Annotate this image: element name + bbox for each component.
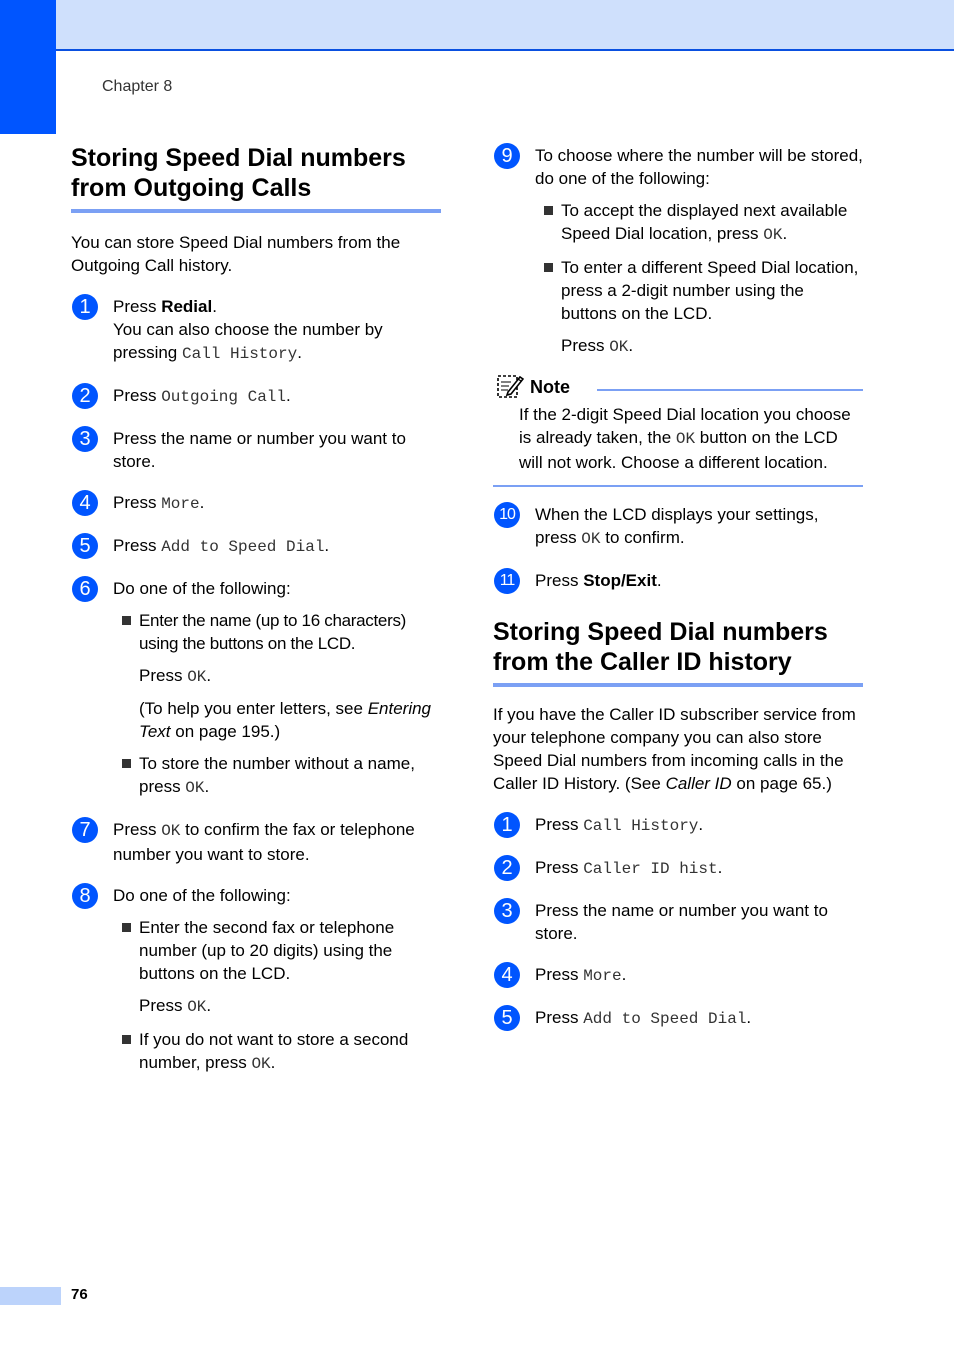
stop-exit-key: Stop/Exit bbox=[583, 571, 657, 590]
step-number-4: 4 bbox=[72, 490, 98, 516]
step-3: 3 Press the name or number you want to store. bbox=[71, 427, 441, 473]
redial-key: Redial bbox=[161, 297, 213, 316]
step-7: 7 Press OK to confirm the fax or telephone number you want to store. bbox=[71, 818, 441, 866]
bullet-square-icon bbox=[544, 263, 553, 272]
step-3: 3 Press the name or number you want to store. bbox=[493, 899, 863, 945]
step-number-3: 3 bbox=[494, 898, 520, 924]
step-2: 2 Press Outgoing Call. bbox=[71, 384, 441, 409]
lcd-label: Call History bbox=[181, 345, 298, 363]
section-intro: You can store Speed Dial numbers from the Outgoing Call history. bbox=[71, 233, 401, 275]
press-ok-line: Press OK. bbox=[561, 336, 634, 356]
step-number-2: 2 bbox=[494, 855, 520, 881]
step-5: 5 Press Add to Speed Dial. bbox=[493, 1006, 863, 1031]
step-number-11: 11 bbox=[494, 568, 520, 594]
section-title: Storing Speed Dial numbers from Outgoing Calls bbox=[71, 143, 441, 213]
bullet-item: To enter a different Speed Dial location, press a 2-digit number using the buttons on the LCD. bbox=[535, 256, 863, 325]
press-ok-line: Press OK. bbox=[139, 996, 212, 1016]
step-1: 1 Press Redial. You can also choose the number by pressing Call History. bbox=[71, 295, 441, 366]
step-4: 4 Press More. bbox=[493, 963, 863, 988]
cross-reference: Entering Text bbox=[139, 699, 432, 741]
note-label: Note bbox=[530, 377, 570, 397]
section-title: Storing Speed Dial numbers from the Caller ID history bbox=[493, 617, 863, 687]
bullet-square-icon bbox=[122, 616, 131, 625]
bullet-square-icon bbox=[122, 1035, 131, 1044]
footer-band bbox=[0, 1287, 61, 1305]
chapter-tab bbox=[0, 0, 56, 134]
step-number-5: 5 bbox=[72, 533, 98, 559]
bullet-item: To accept the displayed next available Speed Dial location, press OK. bbox=[535, 199, 863, 247]
step-number-4: 4 bbox=[494, 962, 520, 988]
step-number-8: 8 bbox=[72, 883, 98, 909]
step-number-1: 1 bbox=[494, 812, 520, 838]
bullet-item: To store the number without a name, press OK. bbox=[113, 752, 441, 800]
lcd-label: Add to Speed Dial bbox=[161, 538, 325, 556]
press-ok-line: Press OK. bbox=[139, 666, 212, 686]
bullet-square-icon bbox=[122, 759, 131, 768]
step-number-3: 3 bbox=[72, 426, 98, 452]
step-number-2: 2 bbox=[72, 383, 98, 409]
step-4: 4 Press More. bbox=[71, 491, 441, 516]
note-box bbox=[493, 373, 863, 487]
right-column bbox=[493, 141, 863, 1031]
note-pencil-icon bbox=[496, 373, 524, 399]
lcd-label: More bbox=[161, 495, 200, 513]
bullet-square-icon bbox=[544, 206, 553, 215]
left-column bbox=[71, 143, 441, 1076]
step-5: 5 Press Add to Speed Dial. bbox=[71, 534, 441, 559]
help-note: (To help you enter letters, see Entering Text on page 195.) bbox=[139, 699, 432, 741]
bullet-square-icon bbox=[122, 923, 131, 932]
lcd-label: Outgoing Call bbox=[161, 388, 287, 406]
step-10: 10 When the LCD displays your settings, press OK to confirm. bbox=[493, 503, 863, 551]
section-intro: If you have the Caller ID subscriber service from your telephone company you can also store Speed Dial numbers from incoming calls in the Caller ID History. (See Caller ID on page 65.) bbox=[493, 705, 856, 793]
step-number-9: 9 bbox=[494, 143, 520, 169]
step-2: 2 Press Caller ID hist. bbox=[493, 856, 863, 881]
step-1: 1 Press Call History. bbox=[493, 813, 863, 838]
header-band bbox=[0, 0, 954, 51]
step-11: 11 Press Stop/Exit. bbox=[493, 569, 863, 592]
step-number-10: 10 bbox=[494, 502, 520, 528]
note-divider bbox=[597, 389, 863, 391]
bullet-item: If you do not want to store a second number, press OK. bbox=[113, 1028, 441, 1076]
step-number-1: 1 bbox=[72, 294, 98, 320]
step-number-5: 5 bbox=[494, 1005, 520, 1031]
note-text: If the 2-digit Speed Dial location you choose is already taken, the OK button on the LCD will not work. Choose a different location. bbox=[493, 403, 863, 487]
page-number: 76 bbox=[71, 1286, 88, 1303]
chapter-label: Chapter 8 bbox=[102, 78, 173, 95]
step-6: 6 Do one of the following: Enter the name (up to 16 characters) using the buttons on the LCD. Press OK. (To help you enter letters, see Entering Text on page 195.) To store the number without a name, press OK. bbox=[71, 577, 441, 800]
step-9: 9 To choose where the number will be stored, do one of the following: To accept the displayed next available Speed Dial location, press OK. To enter a different Speed Dial location, press a 2-digit number using the buttons on the LCD. Press OK. bbox=[493, 144, 863, 359]
bullet-item: Enter the second fax or telephone number (up to 20 digits) using the buttons on the LCD. bbox=[113, 916, 441, 985]
step-number-6: 6 bbox=[72, 576, 98, 602]
bullet-item: Enter the name (up to 16 characters) using the buttons on the LCD. bbox=[113, 609, 441, 655]
cross-reference: Caller ID bbox=[665, 774, 732, 793]
step-8: 8 Do one of the following: Enter the second fax or telephone number (up to 20 digits) using the buttons on the LCD. Press OK. If you do not want to store a second number, press OK. bbox=[71, 884, 441, 1076]
step-number-7: 7 bbox=[72, 817, 98, 843]
